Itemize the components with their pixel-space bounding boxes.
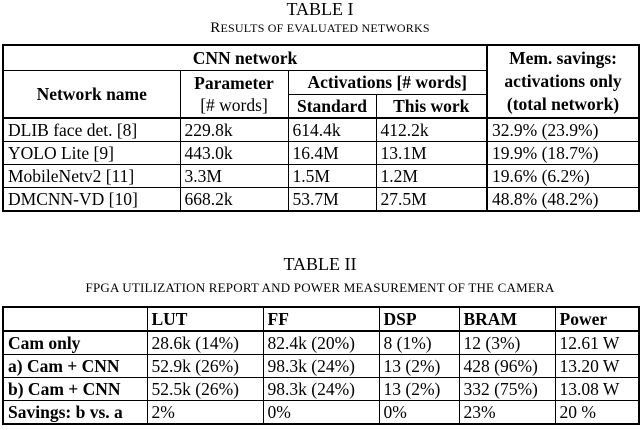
- table2-title: FPGA UTILIZATION REPORT AND POWER MEASUREMENT OF THE CAMERA: [85, 279, 555, 295]
- table1-header-parameter-line1: Parameter: [194, 72, 274, 93]
- table2-row-label: Savings: b vs. a: [3, 401, 147, 425]
- table2-cell-power: 13.08 W: [555, 378, 639, 401]
- table2-cell-power: 20 %: [555, 401, 639, 425]
- table1-header-mem-savings-line3: (total network): [506, 94, 620, 114]
- table1-title: [0, 20, 640, 37]
- table1-cell-name: DMCNN-VD [10]: [3, 188, 180, 212]
- table1-cell-standard: 53.7M: [288, 188, 376, 212]
- table2-header-bram: BRAM: [459, 307, 555, 331]
- table-row: [3, 331, 639, 355]
- table2-header-row: [3, 307, 639, 331]
- table2-cell-bram: 12 (3%): [459, 331, 555, 355]
- table2-cell-power: 12.61 W: [555, 331, 639, 355]
- table2-cell-ff: 98.3k (24%): [263, 355, 379, 378]
- table1-cell-parameter: 668.2k: [180, 188, 288, 212]
- table2-cell-dsp: 13 (2%): [379, 378, 459, 401]
- table2-header-empty: [3, 307, 147, 331]
- table1-cell-savings: 32.9% (23.9%): [487, 118, 639, 142]
- table2: [2, 306, 640, 425]
- table1-cell-savings: 48.8% (48.2%): [487, 188, 639, 212]
- table2-number: TABLE II: [283, 254, 357, 274]
- table2-header-ff: FF: [263, 307, 379, 331]
- table1-header-standard: Standard: [288, 94, 376, 118]
- table1-cell-name: YOLO Lite [9]: [3, 142, 180, 165]
- table-row: [3, 188, 639, 212]
- table1-cell-this-work: 1.2M: [376, 165, 487, 188]
- table1-cell-savings: 19.9% (18.7%): [487, 142, 639, 165]
- table-row: [3, 142, 639, 165]
- table1-caption: [0, 0, 640, 36]
- table2-cell-bram: 428 (96%): [459, 355, 555, 378]
- table2-cell-dsp: 8 (1%): [379, 331, 459, 355]
- table1-number: TABLE I: [286, 0, 354, 19]
- table2-header-lut: LUT: [147, 307, 263, 331]
- table2-cell-ff: 98.3k (24%): [263, 378, 379, 401]
- table1-title-initial: R: [210, 19, 221, 36]
- table1-cell-name: DLIB face det. [8]: [3, 118, 180, 142]
- table1: [2, 44, 640, 212]
- table2-cell-dsp: 0%: [379, 401, 459, 425]
- table2-row-label: Cam only: [3, 331, 147, 355]
- table1-cell-parameter: 443.0k: [180, 142, 288, 165]
- table-row: [3, 401, 639, 425]
- table2-cell-ff: 82.4k (20%): [263, 331, 379, 355]
- table-row: [3, 165, 639, 188]
- table1-header-parameter: [180, 70, 288, 118]
- table1-header-cnn-network: CNN network: [3, 45, 487, 70]
- table1-header-network-name: Network name: [3, 70, 180, 118]
- table2-cell-bram: 23%: [459, 401, 555, 425]
- table2-cell-lut: 52.9k (26%): [147, 355, 263, 378]
- table1-cell-name: MobileNetv2 [11]: [3, 165, 180, 188]
- table2-cell-lut: 52.5k (26%): [147, 378, 263, 401]
- table2-row-label: b) Cam + CNN: [3, 378, 147, 401]
- table-row: [3, 355, 639, 378]
- table1-header-mem-savings-line2: activations only: [504, 71, 622, 91]
- table1-cell-parameter: 229.8k: [180, 118, 288, 142]
- table2-cell-bram: 332 (75%): [459, 378, 555, 401]
- table-row: [3, 118, 639, 142]
- table1-header-mem-savings: [487, 45, 639, 118]
- table1-cell-savings: 19.6% (6.2%): [487, 165, 639, 188]
- table2-cell-power: 13.20 W: [555, 355, 639, 378]
- table1-cell-standard: 16.4M: [288, 142, 376, 165]
- table1-cell-this-work: 412.2k: [376, 118, 487, 142]
- table2-row-label: a) Cam + CNN: [3, 355, 147, 378]
- table1-title-rest: ESULTS OF EVALUATED NETWORKS: [220, 20, 430, 35]
- table2-header-power: Power: [555, 307, 639, 331]
- table1-header-activations: Activations [# words]: [288, 70, 487, 94]
- table2-caption: [0, 255, 640, 295]
- table1-header-mem-savings-line1: Mem. savings:: [509, 48, 617, 68]
- table2-cell-dsp: 13 (2%): [379, 355, 459, 378]
- table1-cell-parameter: 3.3M: [180, 165, 288, 188]
- table2-header-dsp: DSP: [379, 307, 459, 331]
- table1-header-parameter-line2: [# words]: [200, 94, 268, 115]
- table-row: [3, 378, 639, 401]
- table2-cell-lut: 28.6k (14%): [147, 331, 263, 355]
- table2-cell-ff: 0%: [263, 401, 379, 425]
- table1-header-this-work: This work: [376, 94, 487, 118]
- table1-cell-standard: 1.5M: [288, 165, 376, 188]
- table1-cell-this-work: 27.5M: [376, 188, 487, 212]
- table1-cell-standard: 614.4k: [288, 118, 376, 142]
- table2-cell-lut: 2%: [147, 401, 263, 425]
- table1-cell-this-work: 13.1M: [376, 142, 487, 165]
